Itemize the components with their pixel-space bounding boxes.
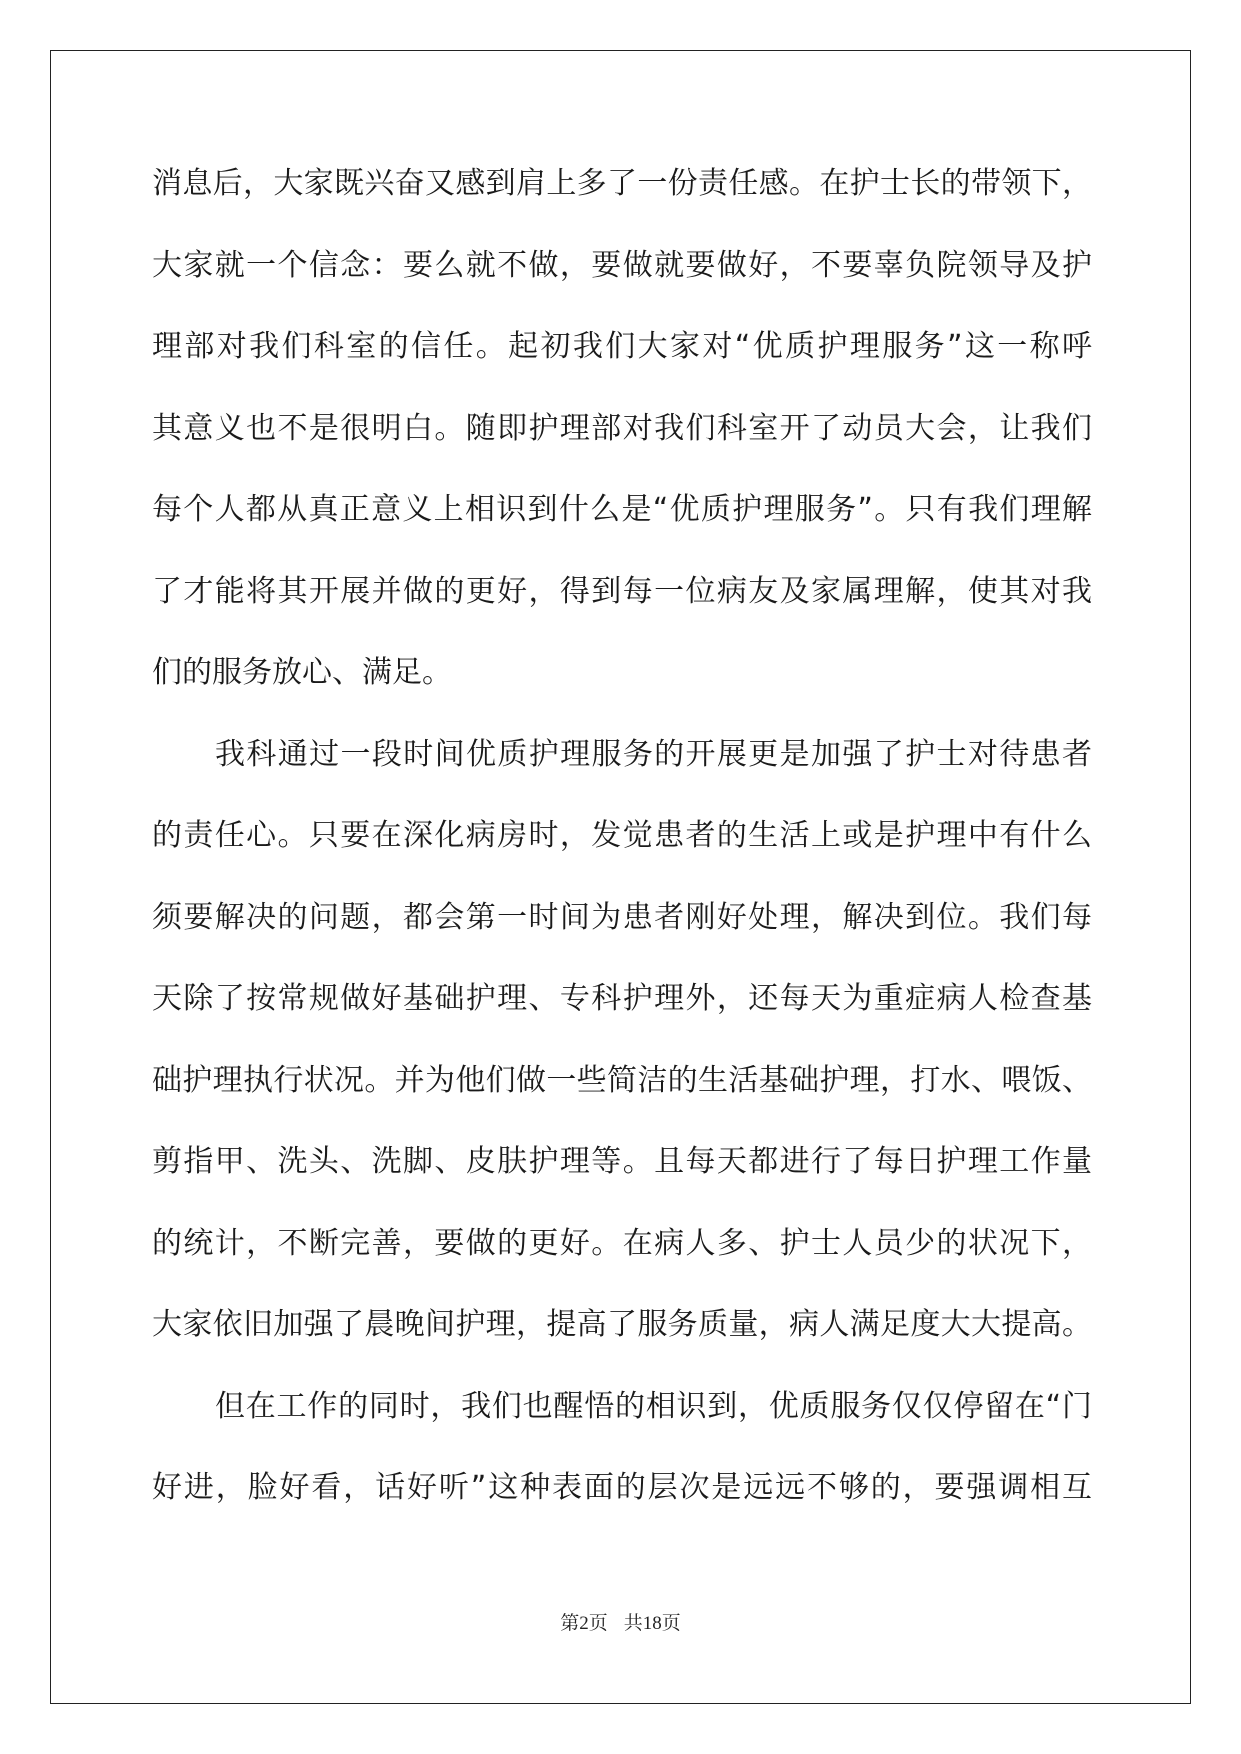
text-line: 其意义也不是很明白。随即护理部对我们科室开了动员大会，让我们	[152, 410, 1092, 446]
page-total: 共18页	[623, 1613, 681, 1634]
text-line: 须要解决的问题，都会第一时间为患者刚好处理，解决到位。我们每	[152, 899, 1092, 935]
text-line: 消息后，大家既兴奋又感到肩上多了一份责任感。在护士长的带领下，	[152, 166, 1092, 201]
text-line: 好进，脸好看，话好听”这种表面的层次是远远不够的，要强调相互	[152, 1470, 1092, 1505]
text-line: 础护理执行状况。并为他们做一些简洁的生活基础护理，打水、喂饭、	[152, 1062, 1092, 1098]
text-line: 天除了按常规做好基础护理、专科护理外，还每天为重症病人检查基	[152, 981, 1092, 1016]
paragraph-first-line: 但在工作的同时，我们也醒悟的相识到，优质服务仅仅停留在“门	[215, 1388, 1092, 1424]
document-body	[152, 164, 1092, 1550]
text-line: 每个人都从真正意义上相识到什么是“优质护理服务”。只有我们理解	[152, 492, 1092, 527]
page-footer	[0, 1608, 1241, 1635]
text-line: 大家依旧加强了晨晚间护理，提高了服务质量，病人满足度大大提高。	[152, 1307, 1092, 1342]
text-line: 了才能将其开展并做的更好，得到每一位病友及家属理解，使其对我	[152, 573, 1092, 609]
text-line: 们的服务放心、满足。	[152, 655, 452, 690]
text-line: 大家就一个信念：要么就不做，要做就要做好，不要辜负院领导及护	[152, 247, 1092, 283]
text-line: 理部对我们科室的信任。起初我们大家对“优质护理服务”这一称呼	[152, 329, 1092, 364]
paragraph-first-line: 我科通过一段时间优质护理服务的开展更是加强了护士对待患者	[215, 736, 1092, 772]
text-line: 剪指甲、洗头、洗脚、皮肤护理等。且每天都进行了每日护理工作量	[152, 1144, 1092, 1179]
text-line: 的统计，不断完善，要做的更好。在病人多、护士人员少的状况下，	[152, 1225, 1092, 1261]
page-number: 第2页	[560, 1613, 608, 1634]
text-line: 的责任心。只要在深化病房时，发觉患者的生活上或是护理中有什么	[152, 818, 1092, 853]
